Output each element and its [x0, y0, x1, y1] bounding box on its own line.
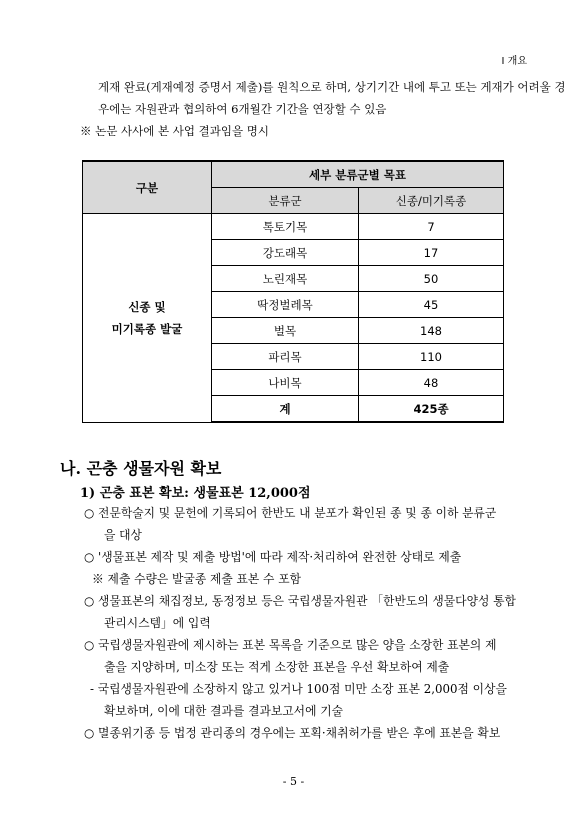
taxon-cell: 나비목 [212, 370, 359, 396]
taxon-cell: 톡토기목 [212, 214, 359, 240]
bullet-5b: 확보하며, 이에 대한 결과를 결과보고서에 기술 [104, 704, 344, 718]
target-table [82, 160, 504, 423]
bullet-1b: 을 대상 [104, 528, 142, 542]
count-cell: 148 [359, 318, 504, 344]
intro-line-1: 게재 완료(게재예정 증명서 제출)를 원칙으로 하며, 상기기간 내에 투고 또는 게재가 어려울 경 [98, 80, 566, 94]
bullet-5a: - 국립생물자원관에 소장하지 않고 있거나 100점 미만 소장 표본 2,000점 이상을 [90, 682, 507, 696]
intro-line-2: 우에는 자원관과 협의하여 6개월간 기간을 연장할 수 있음 [98, 102, 387, 116]
taxon-cell: 파리목 [212, 344, 359, 370]
count-cell: 110 [359, 344, 504, 370]
section-title: 나. 곤충 생물자원 확보 [60, 459, 222, 478]
taxon-cell: 벌목 [212, 318, 359, 344]
bullet-1a: ○ 전문학술지 및 문헌에 기록되어 한반도 내 분포가 확인된 종 및 종 이하 분류군 [84, 506, 497, 520]
header-taxon: 분류군 [212, 188, 359, 214]
bullet-4b: 출을 지양하며, 미소장 또는 적게 소장한 표본을 우선 확보하여 제출 [104, 660, 450, 674]
bullet-2-note: ※ 제출 수량은 발굴종 제출 표본 수 포함 [92, 572, 301, 586]
bullet-4a: ○ 국립생물자원관에 제시하는 표본 목록을 기준으로 많은 양을 소장한 표본의 제 [84, 638, 497, 652]
count-cell: 45 [359, 292, 504, 318]
bullet-3a: ○ 생물표본의 채집정보, 동정정보 등은 국립생물자원관 「한반도의 생물다양성 통합 [84, 594, 516, 608]
bullet-3b: 관리시스템」에 입력 [104, 616, 211, 630]
header-count: 신종/미기록종 [359, 188, 504, 214]
total-label: 계 [212, 396, 359, 423]
section-subtitle: 1) 곤충 표본 확보: 생물표본 12,000점 [80, 486, 311, 501]
taxon-cell: 딱정벌레목 [212, 292, 359, 318]
bullet-6: ○ 멸종위기종 등 법정 관리종의 경우에는 포획·채취허가를 받은 후에 표본을 확보 [84, 726, 501, 740]
row-label-line-2: 미기록종 발굴 [111, 321, 183, 336]
taxon-cell: 노린재목 [212, 266, 359, 292]
count-cell: 50 [359, 266, 504, 292]
taxon-cell: 강도래목 [212, 240, 359, 266]
count-cell: 48 [359, 370, 504, 396]
count-cell: 7 [359, 214, 504, 240]
page-number: - 5 - [282, 775, 305, 788]
intro-note: ※ 논문 사사에 본 사업 결과임을 명시 [80, 124, 269, 138]
header-category: 구분 [83, 161, 212, 214]
running-header: Ⅰ 개요 [501, 56, 527, 67]
total-value: 425종 [359, 396, 504, 423]
row-label-cell [83, 214, 212, 423]
header-group: 세부 분류군별 목표 [212, 161, 504, 188]
count-cell: 17 [359, 240, 504, 266]
bullet-2: ○ '생물표본 제작 및 제출 방법'에 따라 제작·처리하여 완전한 상태로 제출 [84, 550, 462, 564]
row-label-line-1: 신종 및 [128, 299, 166, 314]
